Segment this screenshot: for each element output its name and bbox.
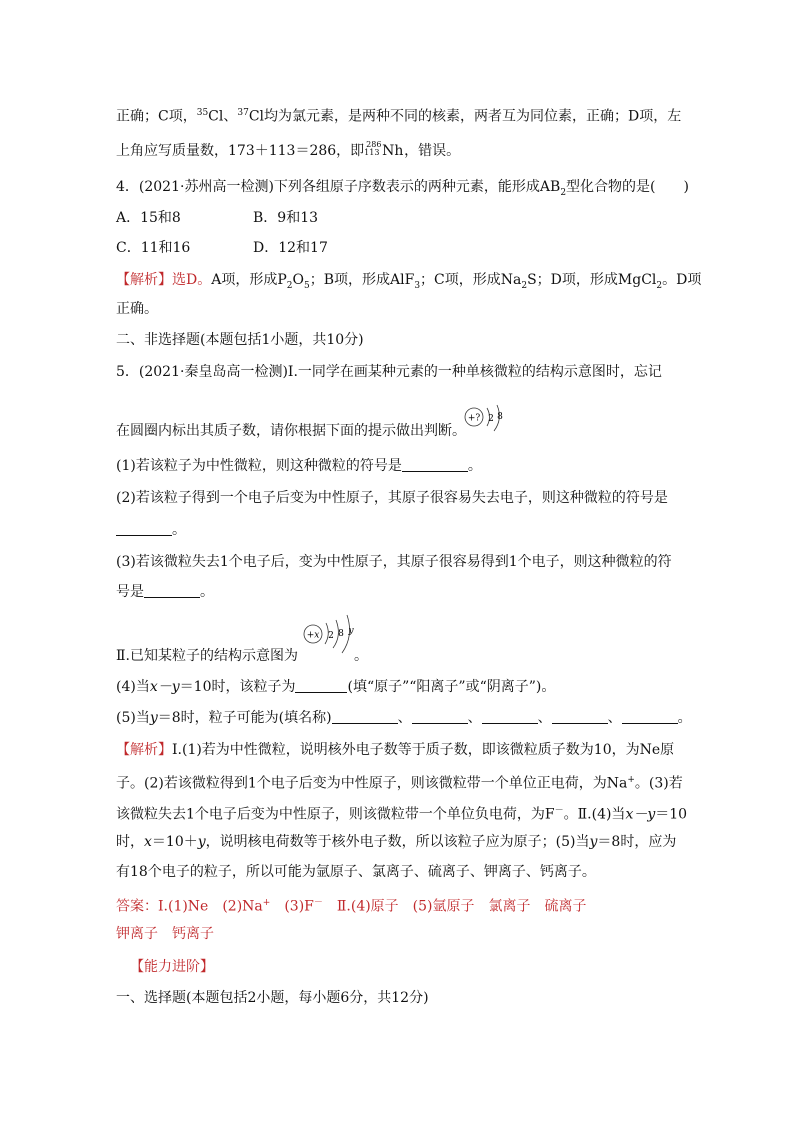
answer-blank-2[interactable] xyxy=(116,521,172,536)
analysis-5-line-1: 【解析】Ⅰ.(1)若为中性微粒，说明核外电子数等于质子数，即该微粒质子数为10，为Ne原 xyxy=(116,742,675,758)
analysis-line-cl: 正确；C项，$^{35}$Cl、$^{37}$Cl均为氯元素，是两种不同的核素，两者互为同位素，正确；D项，左 xyxy=(116,108,682,125)
question-5-sub-5: (5)当y＝8时，粒子可能为(填名称) 、 、 、 、 。 xyxy=(116,710,692,726)
atom-structure-diagram-2 xyxy=(300,612,364,658)
diagram-2-shell-1: 2 xyxy=(328,631,334,641)
answer-line-2: 钾离子 钙离子 xyxy=(116,926,214,942)
answer-blank-5b[interactable] xyxy=(412,709,468,724)
analysis-line-nh: 上角应写质量数，173＋113＝286，即 286 113 Nh ，错误。 xyxy=(116,140,461,159)
section-heading-choice: 一、选择题(本题包括2小题，每小题6分，共12分) xyxy=(116,990,429,1006)
option-a: A．15和8 xyxy=(116,210,181,226)
question-5-sub-4: (4)当x－y＝10时，该粒子为 (填“原子”“阳离子”或“阴离子”)。 xyxy=(116,679,556,695)
advance-heading: 【能力进阶】 xyxy=(130,959,214,975)
analysis-5-line-5: 有18个电子的粒子，所以可能为氩原子、氯离子、硫离子、钾离子、钙离子。 xyxy=(116,864,596,880)
diagram-2-nucleus: +x xyxy=(306,630,320,641)
answer-label: 答案： xyxy=(116,898,158,915)
answer-blank-5e[interactable] xyxy=(622,709,678,724)
answer-line-1: 答案：Ⅰ.(1)Ne (2)Na+ (3)F－ Ⅱ.(4)原子 (5)氩原子 氯离子 硫离子 xyxy=(116,898,587,915)
question-5-sub-3-blank: 号是 。 xyxy=(116,584,214,600)
analysis-label: 【解析】 xyxy=(116,272,172,288)
question-5-sub-1: (1)若该粒子为中性微粒，则这种微粒的符号是 。 xyxy=(116,458,482,474)
question-5-part-2: Ⅱ.已知某粒子的结构示意图为 。 xyxy=(116,648,368,664)
question-4-analysis: 【解析】选D。A项，形成$P_2O_5$；B项，形成AlF$_3$；C项，形成$Na_2S$；D项，形成MgCl$_2$。D项 xyxy=(116,272,702,291)
analysis-5-line-2: 子。(2)若该微粒得到1个电子后变为中性原子，则该微粒带一个单位正电荷，为Na+。(3)若 xyxy=(116,775,683,792)
section-heading-nonchoice: 二、非选择题(本题包括1小题，共10分) xyxy=(116,332,364,348)
analysis-label: 【解析】 xyxy=(116,742,172,758)
option-d: D．12和17 xyxy=(253,240,328,256)
option-c: C．11和16 xyxy=(116,240,191,256)
diagram-1-nucleus: +? xyxy=(467,413,481,424)
option-b: B．9和13 xyxy=(253,210,319,226)
nihonium-notation: 286 113 Nh xyxy=(364,140,404,159)
diagram-2-shell-3: y xyxy=(348,626,354,636)
diagram-1-shell-2: 8 xyxy=(497,412,503,422)
question-4-stem: 4．(2021·苏州高一检测)下列各组原子序数表示的两种元素，能形成$AB_2$型化合物的是( ) xyxy=(116,179,689,198)
analysis-5-line-4: 时，x＝10＋y，说明核电荷数等于核外电子数，所以该粒子应为原子；(5)当y＝8时，应为 xyxy=(116,834,677,850)
question-4-options-ab xyxy=(116,208,319,228)
diagram-1-shell-1: 2 xyxy=(488,414,494,424)
question-4-options-cd xyxy=(116,238,328,258)
question-5-intro: 5．(2021·秦皇岛高一检测)Ⅰ.一同学在画某种元素的一种单核微粒的结构示意图时，忘记 xyxy=(116,364,662,380)
answer-blank-5c[interactable] xyxy=(482,709,538,724)
analysis-5-line-3: 该微粒失去1个电子后变为中性原子，则该微粒带一个单位负电荷，为F－。Ⅱ.(4)当x－y＝10 xyxy=(116,806,688,823)
atom-structure-diagram-1 xyxy=(460,403,520,441)
answer-blank-4[interactable] xyxy=(295,678,347,693)
answer-blank-3[interactable] xyxy=(144,583,200,598)
question-5-intro-2: 在圆圈内标出其质子数，请你根据下面的提示做出判断。 xyxy=(116,423,466,439)
question-4-analysis-end: 正确。 xyxy=(116,301,158,317)
question-5-sub-3: (3)若该微粒失去1个电子后，变为中性原子，其原子很容易得到1个电子，则这种微粒的符 xyxy=(116,554,672,570)
question-5-sub-2: (2)若该粒子得到一个电子后变为中性原子，其原子很容易失去电子，则这种微粒的符号是 xyxy=(116,490,668,506)
answer-blank-1[interactable] xyxy=(402,457,468,472)
answer-blank-5a[interactable] xyxy=(332,709,398,724)
question-5-sub-2-blank: 。 xyxy=(116,520,186,540)
answer-blank-5d[interactable] xyxy=(552,709,608,724)
diagram-2-shell-2: 8 xyxy=(338,629,344,639)
